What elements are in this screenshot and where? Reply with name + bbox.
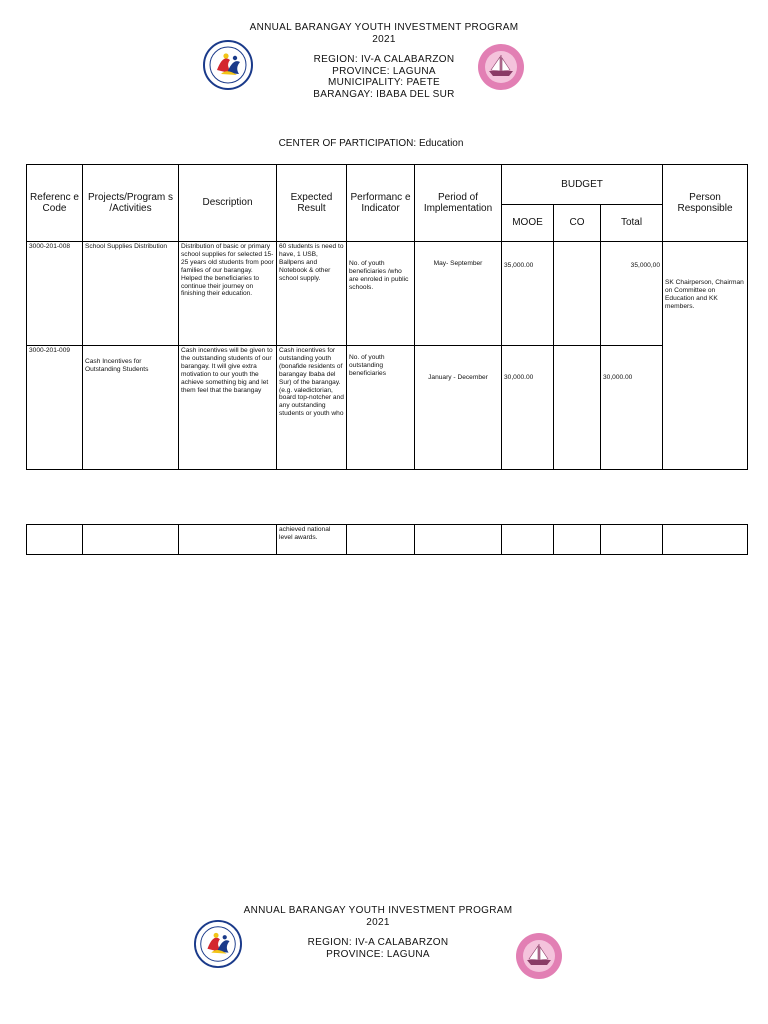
ref-code-cell: 3000-201-009 bbox=[27, 346, 83, 470]
province-line: PROVINCE: LAGUNA bbox=[332, 65, 436, 77]
header-ref-code: Referenc e Code bbox=[27, 165, 83, 242]
region-line: REGION: IV-A CALABARZON bbox=[313, 54, 455, 66]
sk-seal-logo-icon bbox=[203, 40, 253, 90]
description-cell: Cash incentives will be given to the outstanding students of our barangay. It will give extra motivation to our youth the achieve something big and let them feel that the barangay bbox=[179, 346, 277, 470]
mooe-cell: 30,000.00 bbox=[502, 346, 554, 470]
empty-cell bbox=[83, 525, 179, 555]
header-budget: BUDGET bbox=[502, 165, 663, 205]
province-line: PROVINCE: LAGUNA bbox=[326, 948, 430, 960]
header-co: CO bbox=[554, 205, 601, 242]
empty-cell bbox=[179, 525, 277, 555]
header-performance: Performanc e Indicator bbox=[347, 165, 415, 242]
period-cell: May- September bbox=[415, 242, 502, 346]
expected-result-continuation: achieved national level awards. bbox=[277, 525, 347, 555]
co-cell bbox=[554, 242, 601, 346]
continuation-table bbox=[26, 524, 748, 555]
table-row bbox=[27, 242, 748, 346]
table-row bbox=[27, 346, 748, 470]
co-cell bbox=[554, 346, 601, 470]
header-person-responsible: Person Responsible bbox=[663, 165, 748, 242]
empty-cell bbox=[27, 525, 83, 555]
header-mooe: MOOE bbox=[502, 205, 554, 242]
program-title: ANNUAL BARANGAY YOUTH INVESTMENT PROGRAM bbox=[249, 22, 519, 33]
municipality-line: MUNICIPALITY: PAETE bbox=[327, 77, 441, 89]
project-cell: Cash Incentives for Outstanding Students bbox=[83, 346, 179, 470]
center-of-participation: CENTER OF PARTICIPATION: Education bbox=[278, 138, 464, 149]
page1-header bbox=[0, 22, 768, 101]
table-row bbox=[27, 525, 748, 555]
expected-result-cell: Cash incentives for outstanding youth (bonafide residents of barangay Ibaba del Sur) of the barangay. (e.g. valedictorian, board top-notcher and any outstanding students or youth who bbox=[277, 346, 347, 470]
header-expected-result: Expected Result bbox=[277, 165, 347, 242]
header-description: Description bbox=[179, 165, 277, 242]
mooe-cell: 35,000.00 bbox=[502, 242, 554, 346]
description-cell: Distribution of basic or primary school supplies for selected 15-25 years old students from poor families of our barangay. Helped the beneficiaries to continue their journey on finishing their education. bbox=[179, 242, 277, 346]
performance-cell: No. of youth beneficiaries /who are enroled in public schools. bbox=[347, 242, 415, 346]
ref-code-cell: 3000-201-008 bbox=[27, 242, 83, 346]
program-year: 2021 bbox=[366, 916, 390, 928]
empty-cell bbox=[502, 525, 554, 555]
page2-header bbox=[0, 905, 762, 960]
empty-cell bbox=[601, 525, 663, 555]
performance-cell: No. of youth outstanding beneficiaries bbox=[347, 346, 415, 470]
person-responsible-cell: SK Chairperson, Chairman on Committee on Education and KK members. bbox=[663, 242, 748, 470]
sk-seal-logo-icon bbox=[194, 920, 242, 968]
header-total: Total bbox=[601, 205, 663, 242]
period-cell: January - December bbox=[415, 346, 502, 470]
header-projects: Projects/Program s /Activities bbox=[83, 165, 179, 242]
empty-cell bbox=[347, 525, 415, 555]
project-cell: School Supplies Distribution bbox=[83, 242, 179, 346]
empty-cell bbox=[663, 525, 748, 555]
investment-table bbox=[26, 164, 748, 470]
header-period: Period of Implementation bbox=[415, 165, 502, 242]
region-line: REGION: IV-A CALABARZON bbox=[307, 937, 449, 949]
empty-cell bbox=[554, 525, 601, 555]
program-title: ANNUAL BARANGAY YOUTH INVESTMENT PROGRAM bbox=[243, 905, 513, 916]
total-cell: 30,000.00 bbox=[601, 346, 663, 470]
program-year: 2021 bbox=[372, 33, 396, 45]
paete-seal-logo-icon bbox=[477, 43, 525, 91]
paete-seal-logo-icon bbox=[515, 932, 563, 980]
barangay-line: BARANGAY: IBABA DEL SUR bbox=[313, 88, 455, 100]
empty-cell bbox=[415, 525, 502, 555]
total-cell: 35,000,00 bbox=[601, 242, 663, 346]
expected-result-cell: 60 students is need to have, 1 USB, Ballpens and Notebook & other school supply. bbox=[277, 242, 347, 346]
